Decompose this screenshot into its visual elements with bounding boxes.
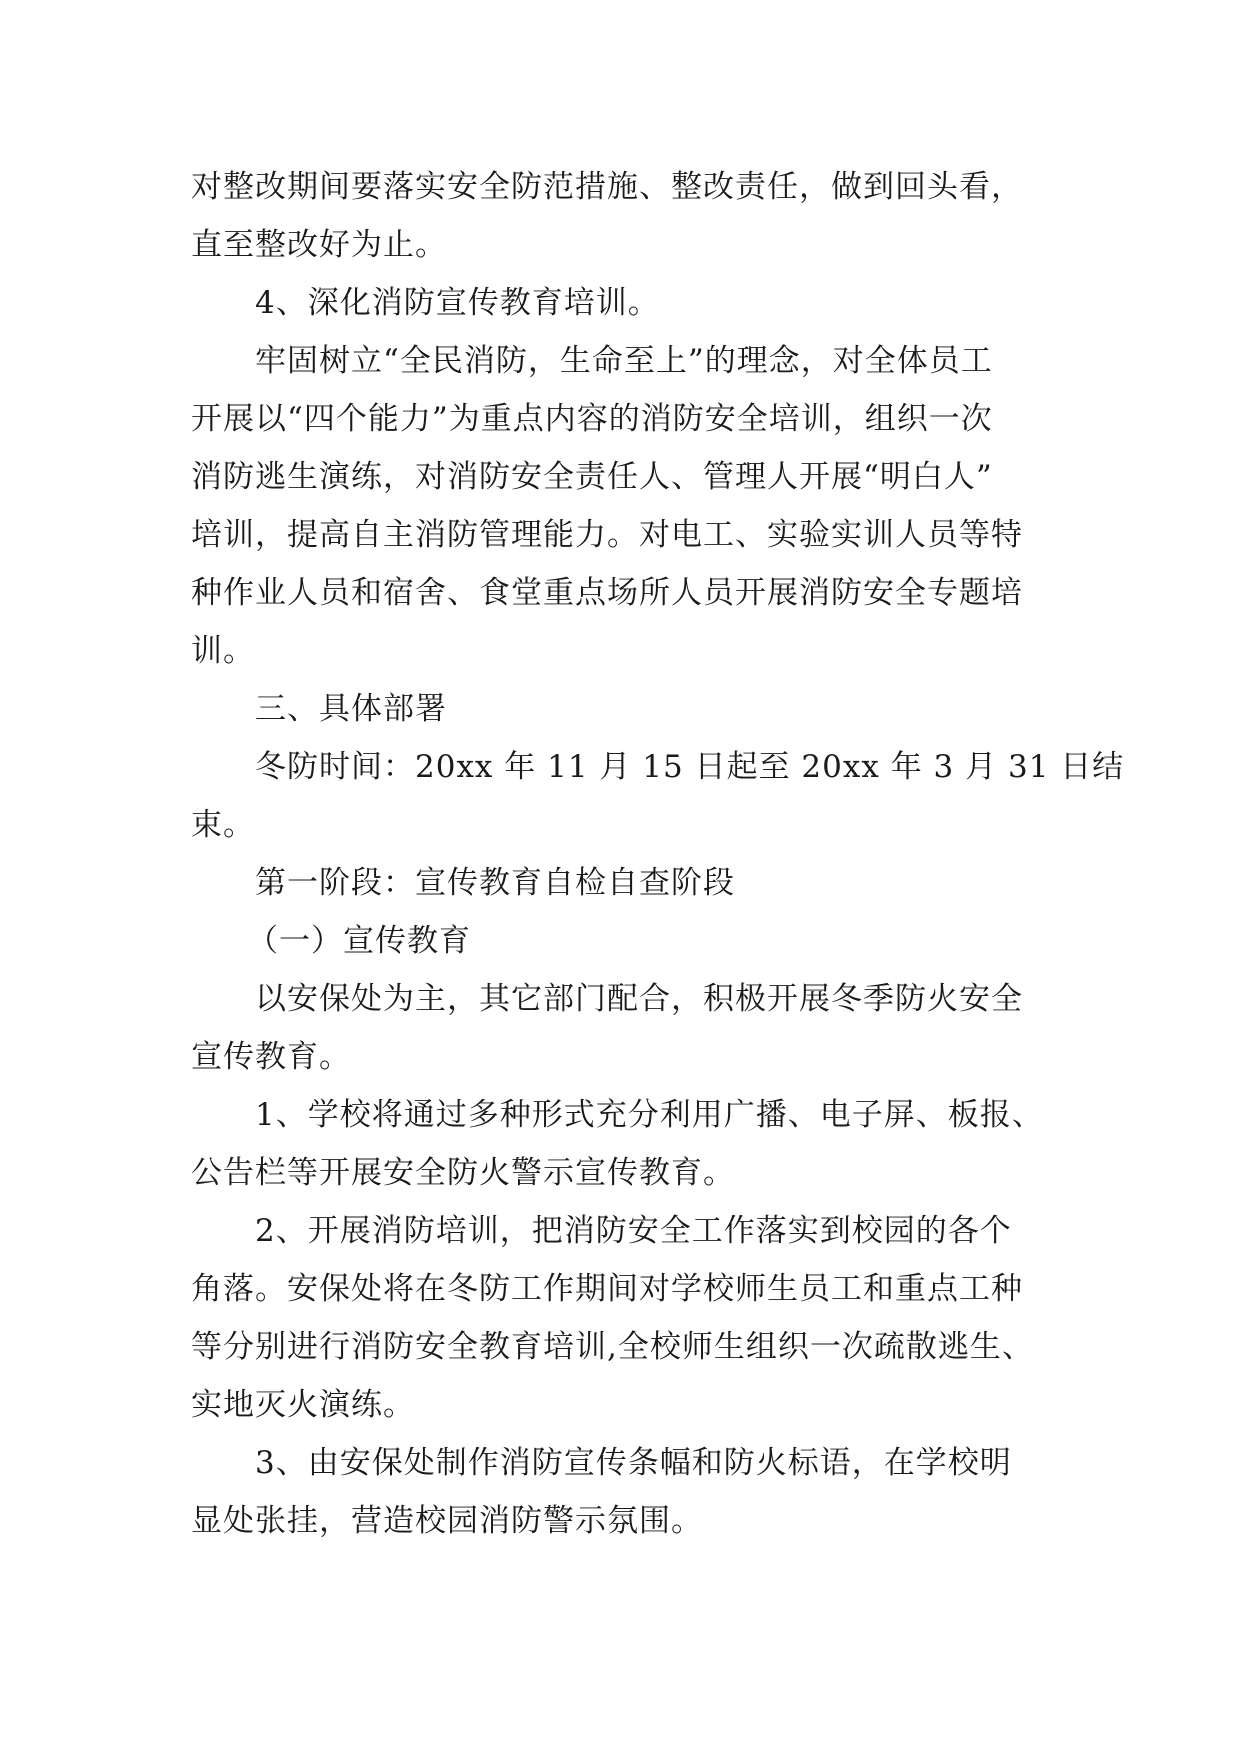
- section-heading: 三、具体部署: [255, 691, 447, 727]
- section-heading: 第一阶段：宣传教育自检自查阶段: [255, 865, 735, 901]
- text-line: 以安保处为主，其它部门配合，积极开展冬季防火安全: [255, 981, 1023, 1017]
- text-line: 等分别进行消防安全教育培训,全校师生组织一次疏散逃生、: [191, 1329, 1034, 1365]
- text-line: 角落。安保处将在冬防工作期间对学校师生员工和重点工种: [191, 1271, 1023, 1307]
- text-line: 1、学校将通过多种形式充分利用广播、电子屏、板报、: [255, 1097, 1044, 1133]
- text-line: 消防逃生演练，对消防安全责任人、管理人开展“明白人”: [191, 459, 993, 495]
- text-line: 直至整改好为止。: [191, 227, 447, 263]
- text-line: 种作业人员和宿舍、食堂重点场所人员开展消防安全专题培: [191, 575, 1023, 611]
- section-heading: 4、深化消防宣传教育培训。: [255, 285, 660, 321]
- text-line: 2、开展消防培训，把消防安全工作落实到校园的各个: [255, 1213, 1012, 1249]
- text-line: 宣传教育。: [191, 1039, 351, 1075]
- document-body: [191, 158, 1125, 1550]
- text-line: 牢固树立“全民消防，生命至上”的理念，对全体员工: [255, 343, 993, 379]
- text-line: 公告栏等开展安全防火警示宣传教育。: [191, 1155, 735, 1191]
- text-line: 冬防时间：20xx 年 11 月 15 日起至 20xx 年 3 月 31 日结: [255, 749, 1125, 785]
- text-line: 束。: [191, 807, 255, 843]
- text-line: 训。: [191, 633, 255, 669]
- text-line: 对整改期间要落实安全防范措施、整改责任，做到回头看，: [191, 169, 1023, 205]
- text-line: 开展以“四个能力”为重点内容的消防安全培训，组织一次: [191, 401, 993, 437]
- text-line: 实地灭火演练。: [191, 1387, 415, 1423]
- text-line: 培训，提高自主消防管理能力。对电工、实验实训人员等特: [191, 517, 1023, 553]
- subsection-heading: （一）宣传教育: [247, 923, 471, 959]
- text-line: 3、由安保处制作消防宣传条幅和防火标语，在学校明: [255, 1445, 1012, 1481]
- text-line: 显处张挂，营造校园消防警示氛围。: [191, 1503, 703, 1539]
